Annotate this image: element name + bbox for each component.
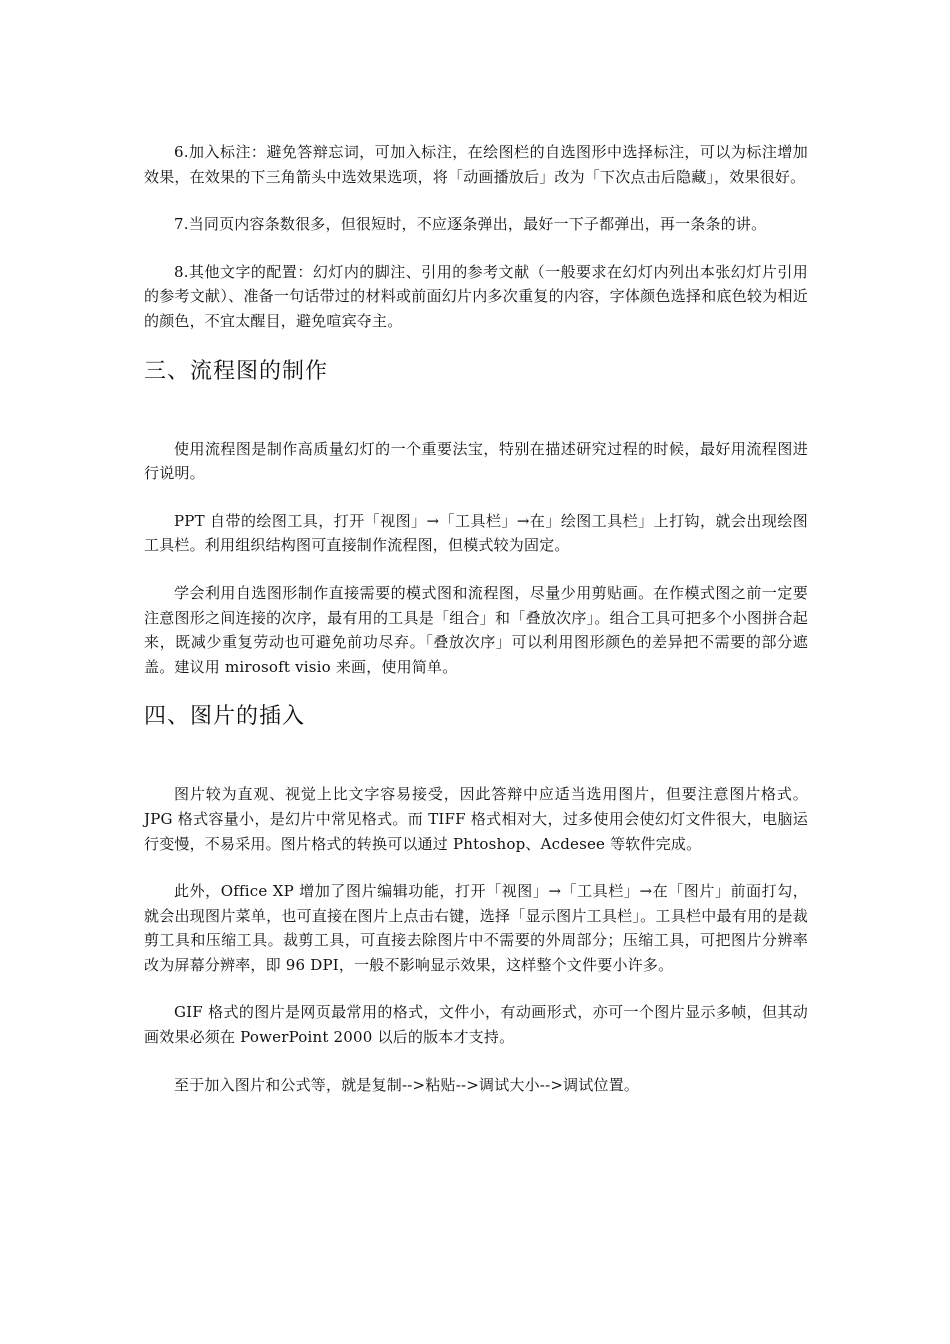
paragraph-insert-steps: 至于加入图片和公式等，就是复制-->粘贴-->调试大小-->调试位置。 [174,1075,640,1094]
section-heading-flowchart: 三、流程图的制作 [144,358,329,384]
paragraph-office-xp-editing: 此外，Office XP 增加了图片编辑功能，打开「视图」→「工具栏」→在「图片」前面打勾，就会出现图片菜单，也可直接在图片上点击右键，选择「显示图片工具栏」。工具栏中最有用的是裁剪工具和压缩工具。裁剪工具，可直接去除图片中不需要的外周部分；压缩工具，可把图片分辨率改为屏幕分辨率，即 96 DPI，一般不影响显示效果，这样整个文件要小许多。 [144,882,808,974]
paragraph-autoshapes: 学会利用自选图形制作直接需要的模式图和流程图，尽量少用剪贴画。在作模式图之前一定要注意图形之间连接的次序，最有用的工具是「组合」和「叠放次序」。组合工具可把多个小图拼合起来，既减少重复劳动也可避免前功尽弃。「叠放次序」可以利用图形颜色的差异把不需要的部分遮盖。建议用 mirosoft visio 来画，使用简单。 [144,583,808,676]
paragraph-image-formats: 图片较为直观、视觉上比文字容易接受，因此答辩中应适当选用图片，但要注意图片格式。JPG 格式容量小，是幻片中常见格式。而 TIFF 格式相对大，过多使用会使幻灯文件很大，电脑运行变慢，不易采用。图片格式的转换可以通过 Phtoshop、Acdesee 等软件完成。 [144,785,808,853]
paragraph-callout-tip: 6.加入标注：避免答辩忘词，可加入标注，在绘图栏的自选图形中选择标注，可以为标注增加效果，在效果的下三角箭头中选效果选项，将「动画播放后」改为「下次点击后隐藏」，效果很好。 [144,143,808,186]
document-body [144,140,808,1120]
paragraph-flowchart-intro: 使用流程图是制作高质量幻灯的一个重要法宝，特别在描述研究过程的时候，最好用流程图进行说明。 [144,439,808,483]
section-heading-images: 四、图片的插入 [144,704,306,730]
paragraph-many-items-tip: 7.当同页内容条数很多，但很短时，不应逐条弹出，最好一下子都弹出，再一条条的讲。 [174,215,767,234]
paragraph-gif-format: GIF 格式的图片是网页最常用的格式，文件小，有动画形式，亦可一个图片显示多帧，但其动画效果必须在 PowerPoint 2000 以后的版本才支持。 [144,1003,808,1047]
paragraph-ppt-drawing-tools: PPT 自带的绘图工具，打开「视图」→「工具栏」→在」绘图工具栏」上打钩，就会出现绘图工具栏。利用组织结构图可直接制作流程图，但模式较为固定。 [144,511,808,555]
paragraph-other-text-tip: 8.其他文字的配置：幻灯内的脚注、引用的参考文献（一般要求在幻灯内列出本张幻灯片引用的参考文献）、准备一句话带过的材料或前面幻片内多次重复的内容，字体颜色选择和底色较为相近的颜色，不宜太醒目，避免喧宾夺主。 [144,262,808,330]
